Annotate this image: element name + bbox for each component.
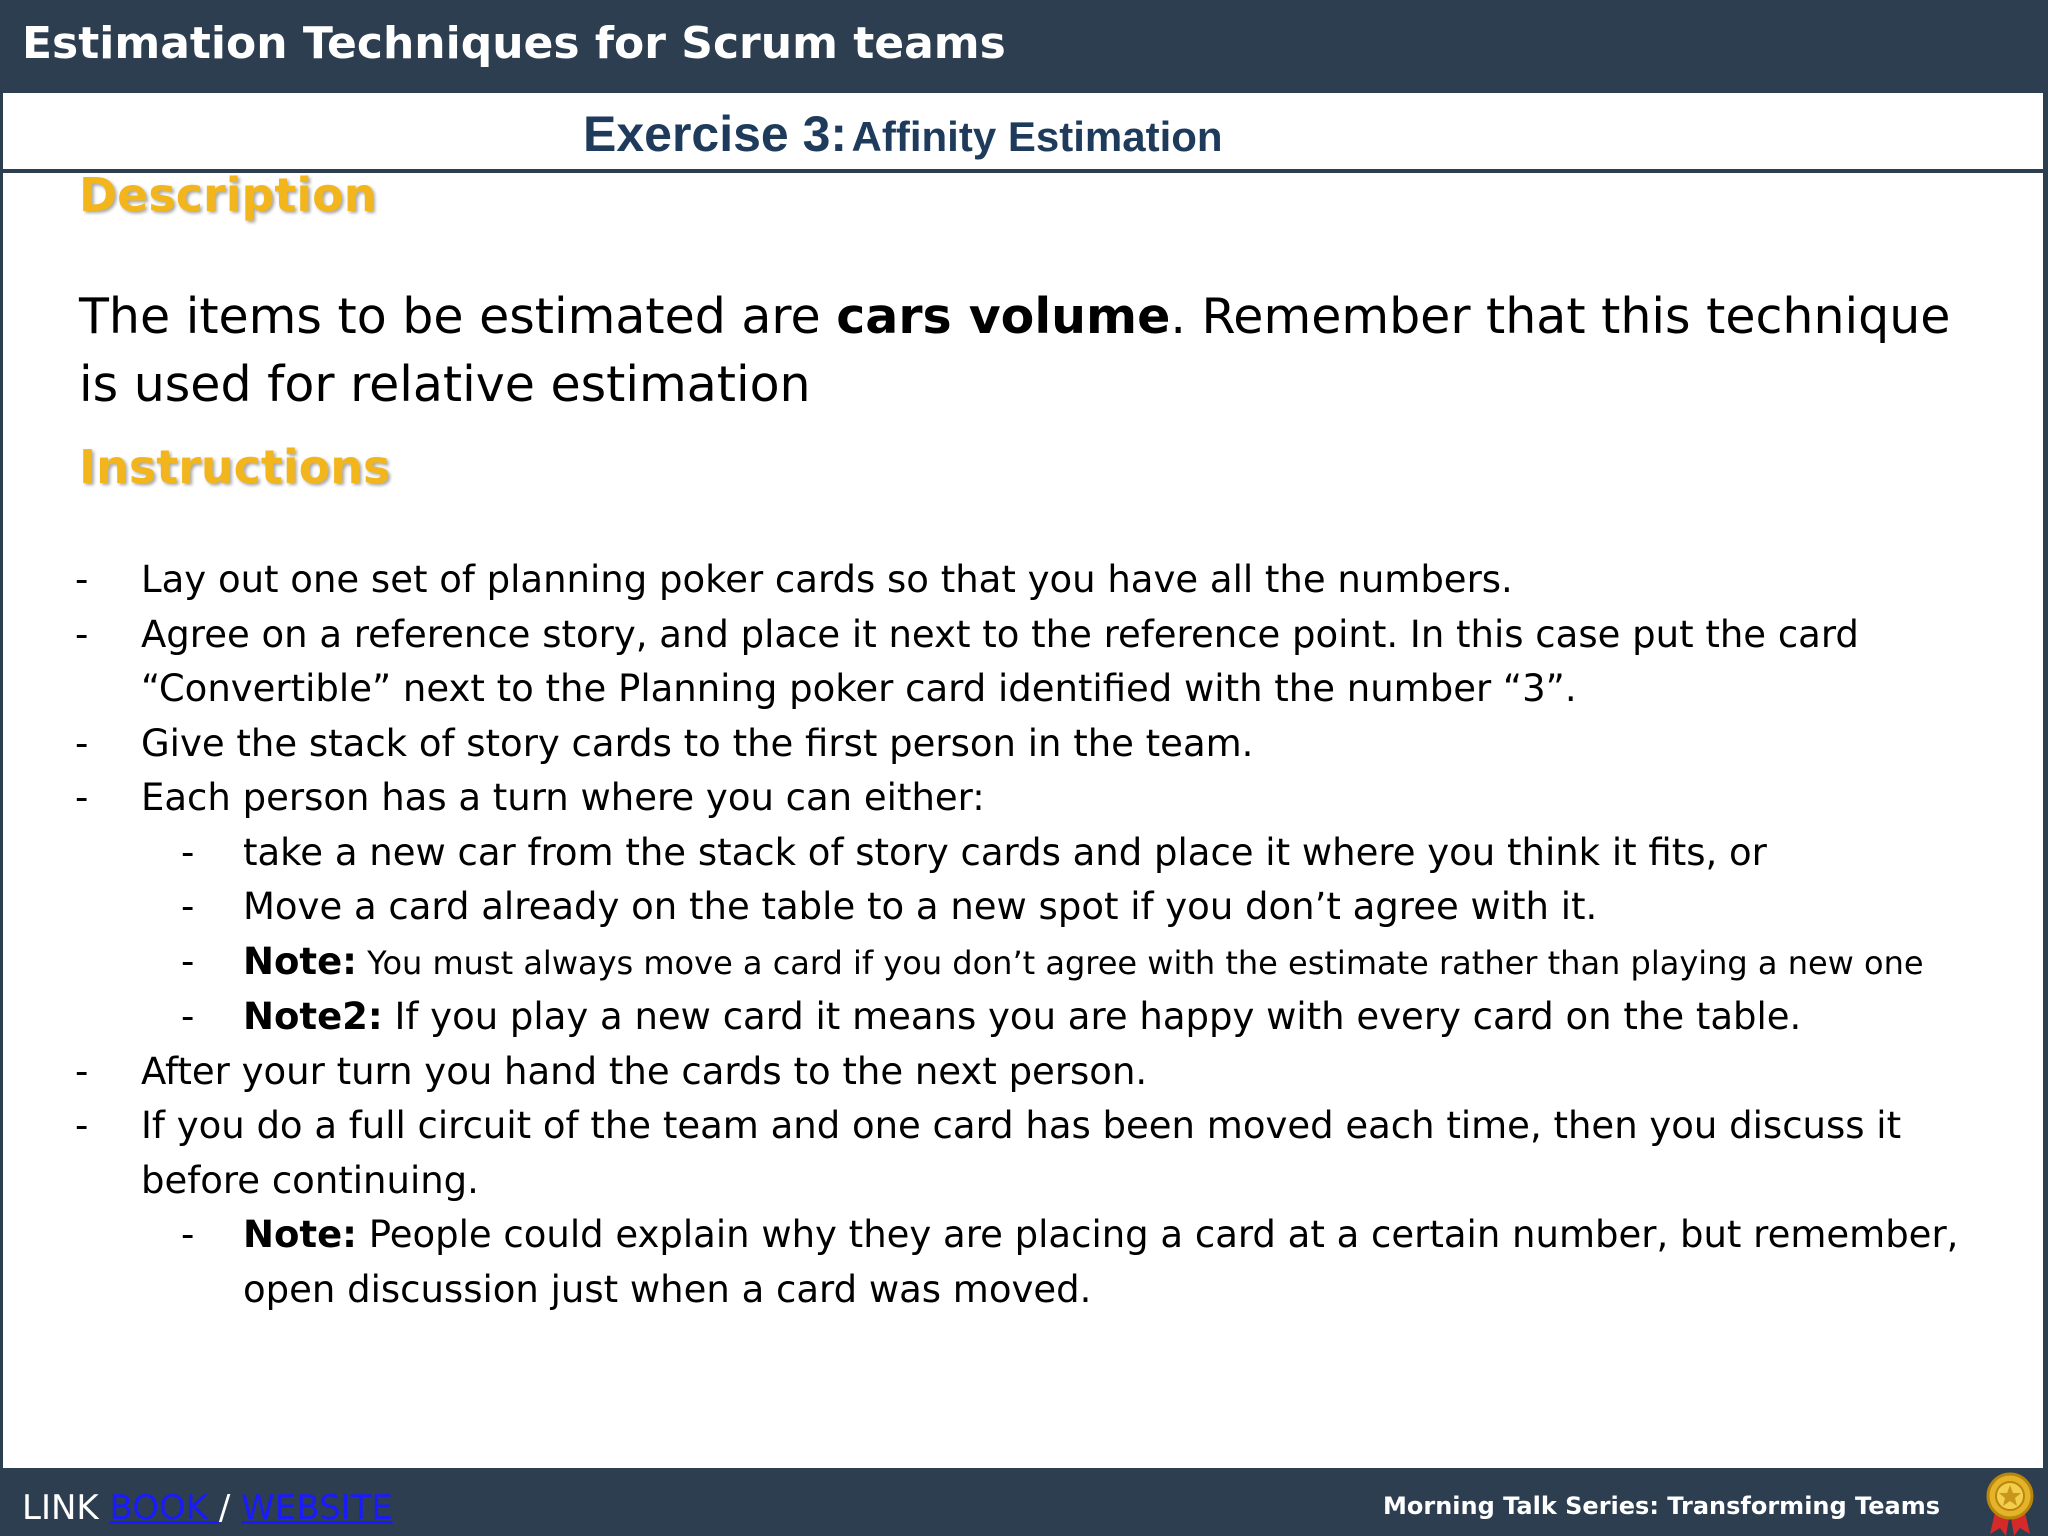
instruction-text — [141, 553, 1981, 608]
instruction-subitem — [3, 1208, 2043, 1317]
note-label: Note2: — [243, 995, 383, 1038]
slide-deck-title: Estimation Techniques for Scrum teams — [22, 18, 1006, 69]
instruction-body: People could explain why they are placing a card at a certain number, but remember, open discussion just when a card was moved. — [243, 1213, 1959, 1311]
footer-series-title: Morning Talk Series: Transforming Teams — [1382, 1492, 1940, 1520]
footer — [0, 1468, 2048, 1536]
instruction-text — [243, 935, 2003, 991]
list-dash: - — [181, 885, 195, 928]
list-dash: - — [75, 558, 89, 601]
list-dash: - — [75, 1049, 89, 1093]
list-dash: - — [75, 776, 89, 819]
list-dash: - — [75, 1104, 89, 1147]
instruction-body: Agree on a reference story, and place it next to the reference point. In this case put the card “Convertible” next to the Planning poker card identified with the number “3”. — [141, 612, 1859, 710]
instructions-list — [3, 553, 2043, 1317]
instruction-subitem — [3, 935, 2043, 991]
instruction-item — [3, 771, 2043, 826]
instruction-body: You must always move a card if you don’t agree with the estimate rather than playing a new one — [356, 943, 1924, 982]
description-text — [79, 283, 1979, 419]
instruction-body: take a new car from the stack of story cards and place it where you think it fits, or — [243, 830, 1767, 874]
award-medal-icon — [1980, 1470, 2040, 1536]
instruction-item — [3, 608, 2043, 717]
subtitle-band — [3, 93, 2043, 173]
website-link[interactable]: WEBSITE — [241, 1488, 393, 1528]
note-label: Note: — [243, 1213, 357, 1256]
instruction-body: Each person has a turn where you can either: — [141, 776, 985, 819]
instruction-text — [243, 880, 2003, 935]
footer-link-separator: / — [218, 1488, 242, 1528]
book-link[interactable]: BOOK — [109, 1488, 219, 1528]
instruction-text — [141, 608, 1981, 717]
note-label: Note: — [243, 939, 357, 983]
instruction-subitem — [3, 990, 2043, 1045]
instruction-text — [243, 826, 2003, 881]
description-heading: Description — [79, 168, 377, 222]
instruction-item — [3, 717, 2043, 772]
instruction-text — [243, 1208, 2003, 1317]
instruction-body: Lay out one set of planning poker cards so that you have all the numbers. — [141, 558, 1513, 601]
list-dash: - — [75, 612, 89, 656]
instruction-text — [141, 1099, 1981, 1208]
instruction-text — [141, 1045, 1981, 1100]
footer-link-label: LINK — [22, 1488, 110, 1528]
top-bar — [0, 0, 2048, 92]
list-dash: - — [181, 939, 195, 983]
instruction-body: If you do a full circuit of the team and one card has been moved each time, then you discuss it before continuing. — [141, 1104, 1902, 1202]
slide-title — [583, 105, 1223, 163]
instruction-body: After your turn you hand the cards to the next person. — [141, 1049, 1148, 1093]
description-text-start: The items to be estimated are — [79, 288, 837, 345]
instruction-subitem — [3, 880, 2043, 935]
instruction-text — [141, 771, 1981, 826]
instruction-text — [141, 717, 1981, 772]
list-dash: - — [181, 995, 195, 1038]
instruction-item — [3, 1099, 2043, 1208]
instructions-heading: Instructions — [79, 440, 391, 494]
slide-title-secondary: Affinity Estimation — [851, 113, 1223, 160]
instruction-text — [243, 990, 2003, 1045]
slide-content — [3, 168, 2043, 1468]
instruction-body: Move a card already on the table to a new spot if you don’t agree with it. — [243, 885, 1598, 928]
description-text-end: . Remember that this technique is used for relative estimation — [79, 288, 1951, 413]
instruction-body: Give the stack of story cards to the first person in the team. — [141, 721, 1254, 765]
footer-links — [22, 1488, 393, 1528]
list-dash: - — [181, 830, 195, 874]
list-dash: - — [75, 721, 89, 765]
list-dash: - — [181, 1213, 195, 1256]
slide-title-main: Exercise 3: — [583, 106, 848, 162]
instruction-body: If you play a new card it means you are happy with every card on the table. — [382, 995, 1802, 1038]
description-bold: cars volume — [836, 288, 1171, 345]
instruction-item — [3, 1045, 2043, 1100]
instruction-item — [3, 553, 2043, 608]
instruction-subitem — [3, 826, 2043, 881]
